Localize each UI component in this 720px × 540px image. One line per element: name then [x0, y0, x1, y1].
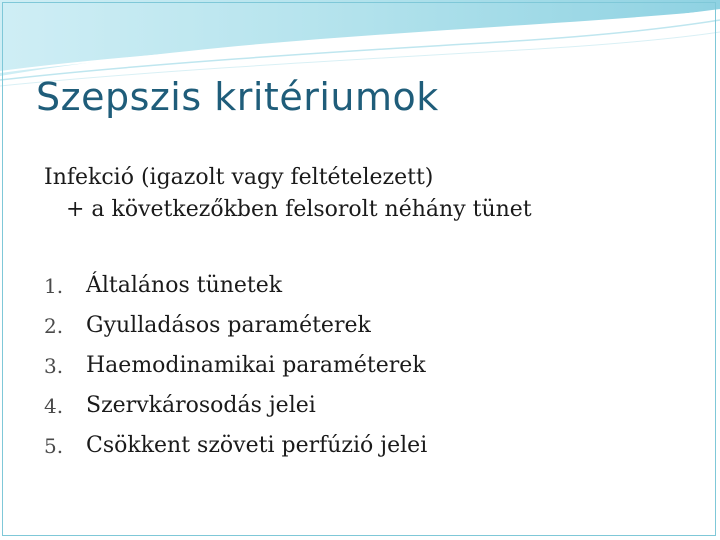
list-item-number: 4. [44, 394, 64, 418]
list-item [44, 306, 684, 346]
list-item-label: Haemodinamikai paraméterek [86, 353, 426, 378]
list-item [44, 266, 684, 306]
list-item-number: 1. [44, 274, 64, 298]
criteria-list [44, 266, 684, 466]
list-item-number: 5. [44, 434, 64, 458]
slide-body [44, 162, 684, 466]
list-item-label: Szervkárosodás jelei [86, 393, 316, 418]
slide-title: Szepszis kritériumok [36, 75, 439, 119]
list-item-label: Gyulladásos paraméterek [86, 313, 371, 338]
intro-line-2: + a következőkben felsorolt néhány tünet [66, 197, 532, 222]
list-item-label: Csökkent szöveti perfúzió jelei [86, 433, 428, 458]
list-item-label: Általános tünetek [86, 273, 283, 298]
list-item-number: 2. [44, 314, 64, 338]
list-item [44, 426, 684, 466]
intro-line-1: Infekció (igazolt vagy feltételezett) [44, 165, 434, 190]
list-item-number: 3. [44, 354, 64, 378]
list-item [44, 386, 684, 426]
list-item [44, 346, 684, 386]
